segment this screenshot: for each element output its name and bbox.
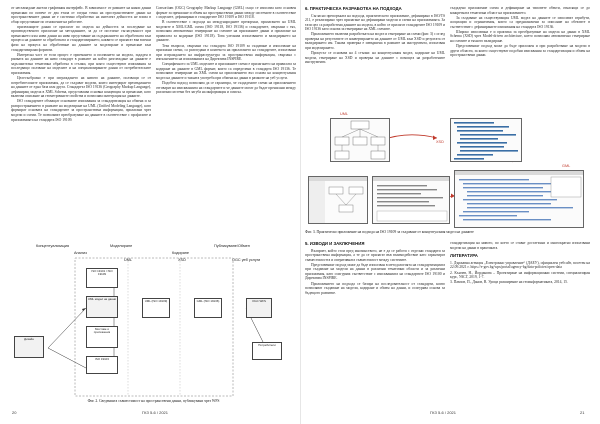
references-title: ЛИТЕРАТУРА xyxy=(450,253,478,259)
paragraph: Възприет, който стои пред мнозинството, не е да се работи с отделни стандарти за пространствена информация, а те да се прилагат във взаимодействие като гарантират съвместимостта и оперативната съвместимост между системите. xyxy=(305,248,445,262)
paragraph: създадено приложение схема и дефиниране на типовете обекти, отнасящи се до конкретната тематична област на приложението. xyxy=(450,6,590,15)
stage-label-conceptualization: Концептуализация xyxy=(36,244,70,248)
diagram-box-uml-iso19109: UML (ISO 19109) xyxy=(142,298,170,318)
page-gutter xyxy=(300,0,301,424)
paragraph: Приложението на подхода се базира на последователност от стандарти, които позволяват създаване на модели, кодиране и обмен на данни, и осигурява основа за бъдещото развитие. xyxy=(305,281,445,295)
figure-2-connectors xyxy=(10,248,300,400)
diagram-box-iso19103: ISO 19103 xyxy=(86,356,118,374)
page-number-right: 21 xyxy=(580,410,585,415)
reference-item: 3. Павлов, П., Данов, В. Уроци разширение на геоинформатиката, 2014, 15. xyxy=(450,280,568,285)
uml-label: UML xyxy=(124,258,133,262)
diagram-box-design: Дизайн xyxy=(14,336,44,358)
paragraph: Приложението включва разработката на модел и генериране на схеми (фиг. 3) с оглед проверка на резултатите от конвертирането на данните от UML към XSD и резултата от валидирането им. Такава проверка е извършена в рамките на инструмента, използван при моделирането. xyxy=(305,32,445,50)
paragraph: Представеният подход може да бъде приложен и при разработване на модели в други области, за които съществуват подобни изисквания за стандартизация и обмен на пространствени данни. xyxy=(450,44,590,58)
left-column-2 xyxy=(156,6,296,224)
stage-label-publishing: Публикуване/Обмен xyxy=(214,244,250,248)
section-title-conclusions: 5. ИЗВОДИ И ЗАКЛЮЧЕНИЯ xyxy=(305,241,365,246)
stage-label-modeling: Моделиране xyxy=(110,244,133,248)
journal-issue-right: ГКЗ 5-6 / 2021 xyxy=(430,410,456,415)
paragraph: Consortium (OGC) Geography Markup Language (GML) също се използва като основен формат за пренасяне и обмен на пространствени данни между системите в съответствие с моделите, дефинирани в стандартите ISO 19109 и ISO 19118. xyxy=(156,6,296,20)
diagram-box-wfs: OGC WFS xyxy=(246,298,272,318)
stage-label-analysis: Анализ xyxy=(74,251,87,255)
paragraph: Съгласно препоръката на подхода, практическото приложение, дефинирано в ISO/TS 211, е реализирано чрез прилагане на дефинирани модели и схеми на приложенията. За тази цел са разработени данните на модела, в който се прилагат стандартите ISO 19109 и ISO 19136 като основа за генериране на XML схемите. xyxy=(305,13,445,32)
right-column-3 xyxy=(305,241,445,406)
modeling-tool-screenshot xyxy=(308,176,368,224)
paragraph: ISO стандартите обхващат основните изисквания за стандартизация на обмена и за разпространението в рамките на моделиране на UML (Unified Modeling Language), като формират основата на стандартите за пространствена информация, прилагани чрез модели и схеми. Те позволяват преобразуване на данните в съответствие с профилите и приложенията на стандарта ISO 19109. xyxy=(11,99,151,122)
paragraph: За създаване на съществуващия UML модел на данните се използват атрибути, асоциации и ограничения, които са предназначени за описание на обектите в съответствие с дефинираните изисквания на стандарта ISO 19136. xyxy=(450,15,590,29)
diagram-box-iso19101: ISO 19101 / ISO 19109 xyxy=(86,268,118,288)
paragraph: Процесът се основава на 4 стъпки: на концептуалния модел, кодиране на UML модела, генериране на XSD и проверка на данните с помощта на разработените инструменти. xyxy=(305,51,445,65)
reference-item: 1. Държавна агенция „Електронно управление“ (ДАЕУ), официален уебсайт, посетен на 22.09.2021 г. https://e-gov.bg/wps/portal/agency-bg/data-policies/open-data xyxy=(450,260,590,270)
diagram-box-gml: GML (ISO 19136) xyxy=(194,298,222,318)
paragraph: стандартизация на нивото, по което се ставят достатъчни и многократно използвани модели на данни в практиката. xyxy=(450,241,590,250)
diagram-box-bridges: Мостове и приложения xyxy=(86,326,118,348)
right-column-4 xyxy=(450,241,590,406)
page-number-left: 20 xyxy=(12,410,17,415)
figure-3-caption: Фиг. 3. Практическо приложение на подхода на ISO 19109 за създаване от концептуалния модел на данните xyxy=(305,230,474,234)
gml-tag: GML xyxy=(562,164,571,168)
paragraph: В съответствие с подхода на международните препоръки, прилагането на UML моделите в XML/GML схема (ISO 19118, ISO 19136) и стандартите, свързани с тях, позволява автоматично генериране на схемите на приложните данни и прилагане на правилата за кодиране (ISO 19118). Това улеснява използването и валидирането на данните. xyxy=(156,20,296,43)
xsd-tag: XSD xyxy=(436,140,444,144)
xsd-schema-screenshot xyxy=(450,118,522,162)
paragraph: Интересна част от този процес е приемането и ползването на модела, зададен в рамката на данните на ниво стандарт в рамките на който разглеждане на данните е задължителна тематична обработка в стъпки, при която съществуват изисквания за последващо ползване на моделите и на специализираните данни от потребителските приложения. xyxy=(11,52,151,75)
services-label: OGC уеб услуги xyxy=(232,258,261,262)
uml-tag: UML xyxy=(340,112,349,116)
paragraph: Тези въпроси, свързани със стандарта ISO 19109 за създаване и използване на приложни схеми, са разгледани в контекста на прилагането на стандартите, използвани при изграждането на инфраструктура за пространствена информация, свързана с изпълнението на изискванията на Директива INSPIRE. xyxy=(156,43,296,62)
diagram-box-users: Потребители xyxy=(252,342,282,360)
xsd-label: XSD xyxy=(178,258,186,262)
stage-label-encoding: Кодиране xyxy=(172,251,190,255)
reference-item: 2. Кънчев, Н., Йорданова – Проектиране на информационни системи, специализиран курс, УАСГ, 2019, 1-7. xyxy=(450,270,590,280)
section-title: 6. ПРАКТИЧЕСКА РАЗРАБОТКА НА ПОДХОДА xyxy=(305,6,402,11)
paragraph: Подобен подход позволява да се гарантира, че създадените схеми на приложението отговарят на изискванията на стандартите и че данните могат да бъдат пренасяни между различни системи без загуба на информация и смисъл. xyxy=(156,81,296,95)
paragraph: Целесъобразно е при изграждането на нивото на данните, ползващи се от потребителските приложения, да се създават модели, които интегрират прехвърлянето на данните от една база към друга. Стандартът ISO 19136 (Geography Markup Language), дефиниращ модела в XML Schema, представлява основна концепция за пренасяне, като включва описание на геометричните свойства и позволява интеграция на данните. xyxy=(11,75,151,99)
gml-output-screenshot xyxy=(454,170,584,228)
paragraph: прилежащите данни се прилагат по модела на дейността за последване на производственото прилагане на метаданните, за да се постигне съгласуваност при пренасянето към нови данни на ниво представяне на съдържанието на обработката към процеса на данните за обработката и стандартизирането, каквито се прилагат във всички фази на процеса на обработване на данните за моделиране и пренасяне към стандартизирани формати. xyxy=(11,24,151,52)
journal-issue-left: ГКЗ 5-6 / 2021 xyxy=(142,410,168,415)
paragraph: Широко използвана е и практика за преобразуване на модела на данни в XML Schema (XSD) чрез Model-driven architecture, което позволява автоматично генериране на схемите и тяхното валидиране. xyxy=(450,29,590,44)
paragraph: от несъвпадане ангели графичния интерфейс. В зависимост от рамките на някои данни пренасяни по повече от два етапа от гледна точка на пространствените данни на пространствените данни не е системно обработено на интелект дейността не влиза в общо представяне по отношение на работите. xyxy=(11,6,151,24)
validation-tool-screenshot xyxy=(372,176,450,224)
paragraph: Представеният подход може да бъде използван в методологията на стандартизацията при създаване на модели на данни в различни тематични области и за различни приложения, като осигурява съответствие с изискванията на стандартите ISO 19100 и Директива INSPIRE. xyxy=(305,262,445,281)
paragraph: Специфичното за UML моделите и приложните схеми е прилагането на правилата за кодиране на данните в GML формат, които са определени в стандарта ISO 19136. Те позволяват генериране на XML схеми на приложението въз основа на концептуалния модел на данните и тяхната употреба при обмена на данни в рамките на уеб услуги. xyxy=(156,62,296,80)
diagram-box-uml-model: UML модел на данни xyxy=(86,296,118,318)
figure-2-caption: Фиг. 2. Сведенията съвместимост на пространствени данни, публикувани чрез WFS xyxy=(87,399,220,403)
uml-diagram-screenshot xyxy=(330,118,390,162)
left-column-1 xyxy=(11,6,151,224)
